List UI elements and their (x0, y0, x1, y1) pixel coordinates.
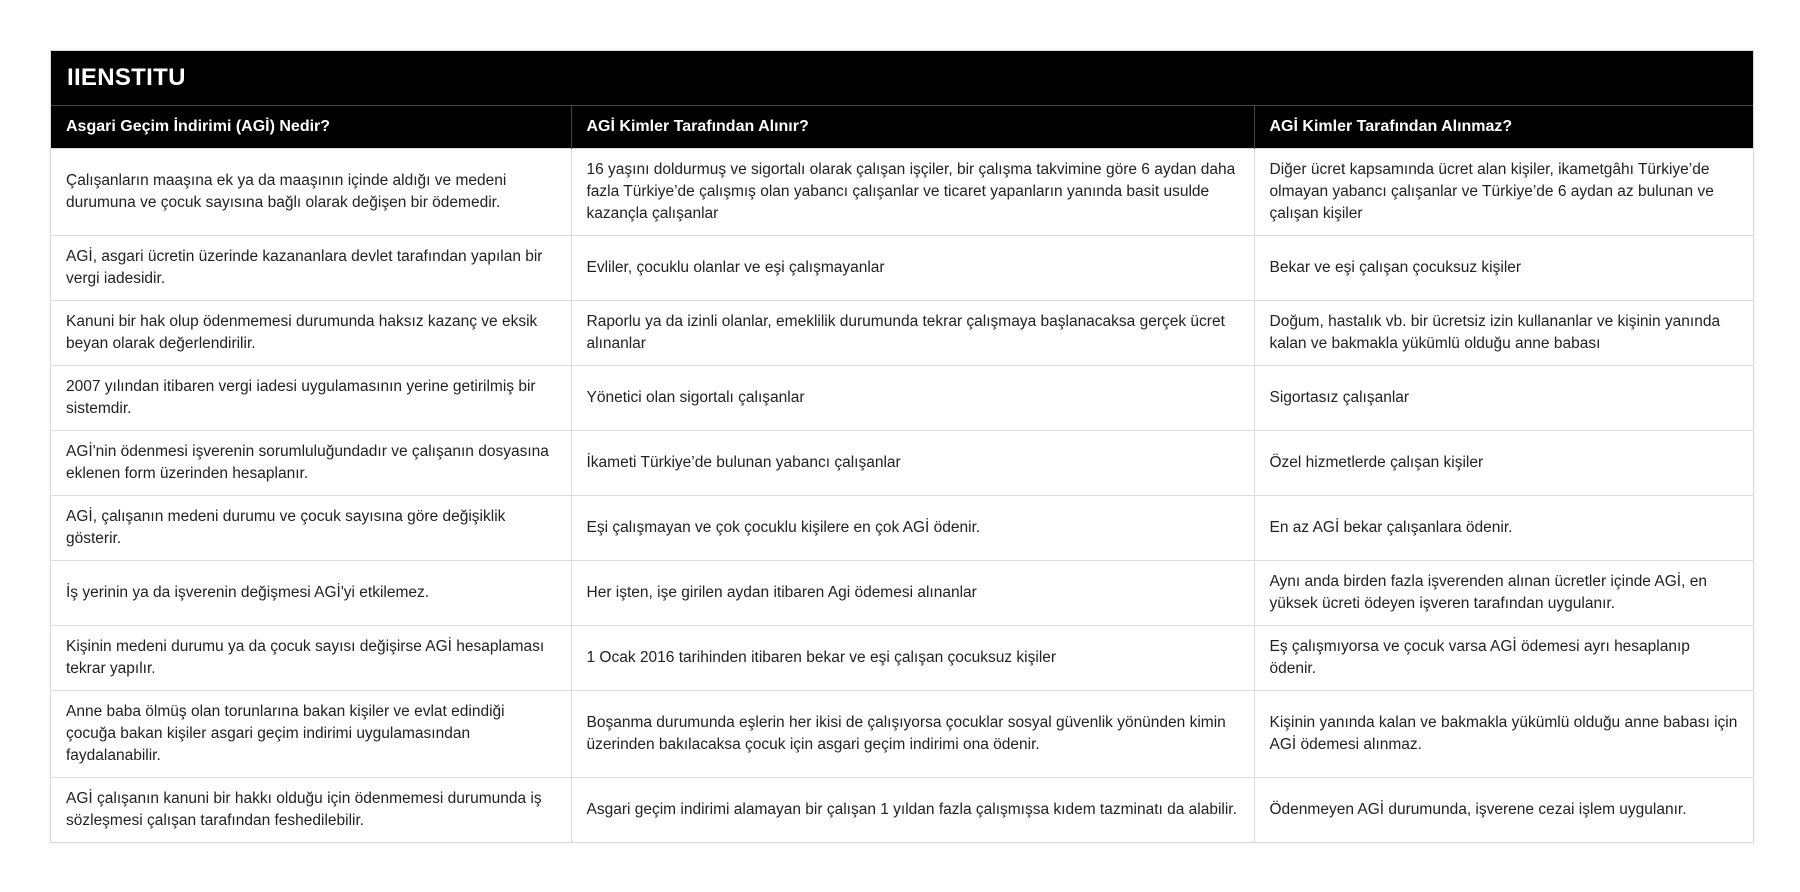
table-row (51, 431, 1753, 496)
table-cell: Doğum, hastalık vb. bir ücretsiz izin kullananlar ve kişinin yanında kalan ve bakmakla yükümlü olduğu anne babası (1254, 301, 1753, 366)
table-row (51, 496, 1753, 561)
table-cell: Eşi çalışmayan ve çok çocuklu kişilere en çok AGİ ödenir. (571, 496, 1254, 561)
table-cell: AGİ, asgari ücretin üzerinde kazananlara devlet tarafından yapılan bir vergi iadesidir. (51, 236, 571, 301)
brand-bar (51, 51, 1753, 105)
column-header-who-receives: AGİ Kimler Tarafından Alınır? (571, 106, 1254, 149)
table-cell: AGİ'nin ödenmesi işverenin sorumluluğundadır ve çalışanın dosyasına eklenen form üzerinden hesaplanır. (51, 431, 571, 496)
table-cell: Anne baba ölmüş olan torunlarına bakan kişiler ve evlat edindiği çocuğa bakan kişiler asgari geçim indirimi uygulamasından faydalanabilir. (51, 691, 571, 778)
table-row (51, 626, 1753, 691)
table-cell: Sigortasız çalışanlar (1254, 366, 1753, 431)
table-cell: Yönetici olan sigortalı çalışanlar (571, 366, 1254, 431)
table-cell: Aynı anda birden fazla işverenden alınan ücretler içinde AGİ, en yüksek ücreti ödeyen işveren tarafından uygulanır. (1254, 561, 1753, 626)
table-cell: Eş çalışmıyorsa ve çocuk varsa AGİ ödemesi ayrı hesaplanıp ödenir. (1254, 626, 1753, 691)
table-cell: Diğer ücret kapsamında ücret alan kişiler, ikametgâhı Türkiye’de olmayan yabancı çalışanlar ve Türkiye’de 6 aydan az bulunan ve çalışan kişiler (1254, 149, 1753, 236)
table-cell: Her işten, işe girilen aydan itibaren Agi ödemesi alınanlar (571, 561, 1254, 626)
table-row (51, 149, 1753, 236)
table-cell: Kişinin yanında kalan ve bakmakla yükümlü olduğu anne babası için AGİ ödemesi alınmaz. (1254, 691, 1753, 778)
table-cell: 2007 yılından itibaren vergi iadesi uygulamasının yerine getirilmiş bir sistemdir. (51, 366, 571, 431)
table-row (51, 561, 1753, 626)
table-cell: İş yerinin ya da işverenin değişmesi AGİ'yi etkilemez. (51, 561, 571, 626)
table-cell: Çalışanların maaşına ek ya da maaşının içinde aldığı ve medeni durumuna ve çocuk sayısına bağlı olarak değişen bir ödemedir. (51, 149, 571, 236)
table-row (51, 366, 1753, 431)
table-cell: Bekar ve eşi çalışan çocuksuz kişiler (1254, 236, 1753, 301)
brand-title: IIENSTITU (67, 64, 186, 91)
column-header-definition: Asgari Geçim İndirimi (AGİ) Nedir? (51, 106, 571, 149)
table-cell: Asgari geçim indirimi alamayan bir çalışan 1 yıldan fazla çalışmışsa kıdem tazminatı da alabilir. (571, 778, 1254, 843)
table-cell: 1 Ocak 2016 tarihinden itibaren bekar ve eşi çalışan çocuksuz kişiler (571, 626, 1254, 691)
table-cell: Özel hizmetlerde çalışan kişiler (1254, 431, 1753, 496)
table-cell: Raporlu ya da izinli olanlar, emeklilik durumunda tekrar çalışmaya başlanacaksa gerçek ücret alınanlar (571, 301, 1254, 366)
table-cell: En az AGİ bekar çalışanlara ödenir. (1254, 496, 1753, 561)
document-table-card (50, 50, 1754, 843)
table-cell: Evliler, çocuklu olanlar ve eşi çalışmayanlar (571, 236, 1254, 301)
table-cell: Ödenmeyen AGİ durumunda, işverene cezai işlem uygulanır. (1254, 778, 1753, 843)
comparison-table (51, 105, 1753, 842)
column-header-who-not-receives: AGİ Kimler Tarafından Alınmaz? (1254, 106, 1753, 149)
table-cell: Kanuni bir hak olup ödenmemesi durumunda haksız kazanç ve eksik beyan olarak değerlendirilir. (51, 301, 571, 366)
table-cell: 16 yaşını doldurmuş ve sigortalı olarak çalışan işçiler, bir çalışma takvimine göre 6 aydan daha fazla Türkiye’de çalışmış olan yabancı çalışanlar ve ticaret yapanların yanında basit usulde kazançla çalışanlar (571, 149, 1254, 236)
table-cell: Kişinin medeni durumu ya da çocuk sayısı değişirse AGİ hesaplaması tekrar yapılır. (51, 626, 571, 691)
table-cell: AGİ, çalışanın medeni durumu ve çocuk sayısına göre değişiklik gösterir. (51, 496, 571, 561)
table-cell: AGİ çalışanın kanuni bir hakkı olduğu için ödenmemesi durumunda iş sözleşmesi çalışan tarafından feshedilebilir. (51, 778, 571, 843)
table-cell: Boşanma durumunda eşlerin her ikisi de çalışıyorsa çocuklar sosyal güvenlik yönünden kimin üzerinden bakılacaksa çocuk için asgari geçim indirimi ona ödenir. (571, 691, 1254, 778)
table-row (51, 691, 1753, 778)
table-header-row (51, 106, 1753, 149)
table-row (51, 778, 1753, 843)
table-cell: İkameti Türkiye’de bulunan yabancı çalışanlar (571, 431, 1254, 496)
table-row (51, 236, 1753, 301)
table-row (51, 301, 1753, 366)
